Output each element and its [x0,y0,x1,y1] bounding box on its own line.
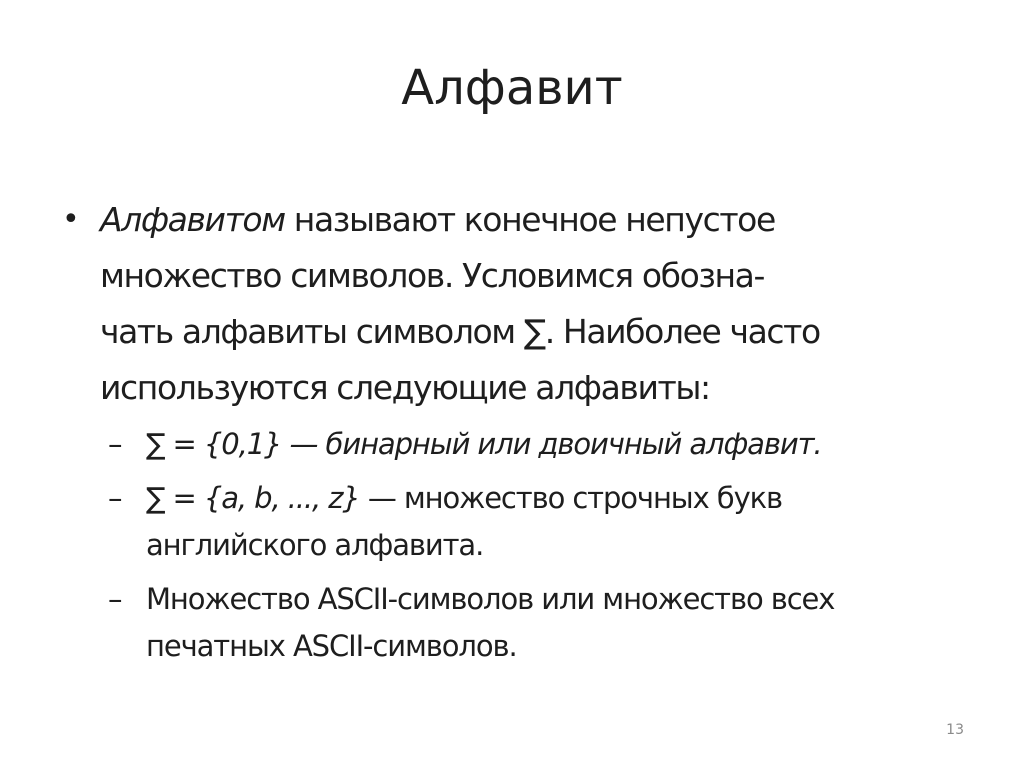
defined-term: Алфавитом [100,200,285,239]
sub-item-ascii-line-1: Множество ASCII-символов или множество всех [146,582,835,616]
sub-item-dash: – [108,427,122,461]
sub-list [58,421,988,670]
sub-item-ascii [58,576,988,670]
bullet-marker: • [62,202,79,237]
bullet-item [58,192,988,416]
sub-item-lowercase [58,475,988,569]
sub-item-dash: – [108,481,122,515]
sub-item-lowercase-text: — множество строчных букв [359,481,783,515]
slide-title: Алфавит [401,60,623,116]
sub-item-ascii-line-2: печатных ASCII-символов. [146,629,517,663]
set-expression: ∑ = {a, b, ..., z} [146,481,360,515]
bullet-line-3: чать алфавиты символом ∑. Наиболее часто [100,312,820,351]
page-number: 13 [946,722,964,738]
sub-item-dash: – [108,582,122,616]
bullet-line-4: используются следующие алфавиты: [100,368,710,407]
bullet-line-1 [100,192,988,248]
sub-item-lowercase-line-1 [146,475,988,522]
bullet-line-1-text: называют конечное непустое [284,200,775,239]
sub-item-binary-text: ∑ = {0,1} — бинарный или двоичный алфавит. [146,427,822,461]
slide-content [58,192,988,677]
sub-item-binary [58,421,988,468]
bullet-line-2: множество символов. Условимся обозна- [100,256,765,295]
sub-item-lowercase-line-2: английского алфавита. [146,528,484,562]
